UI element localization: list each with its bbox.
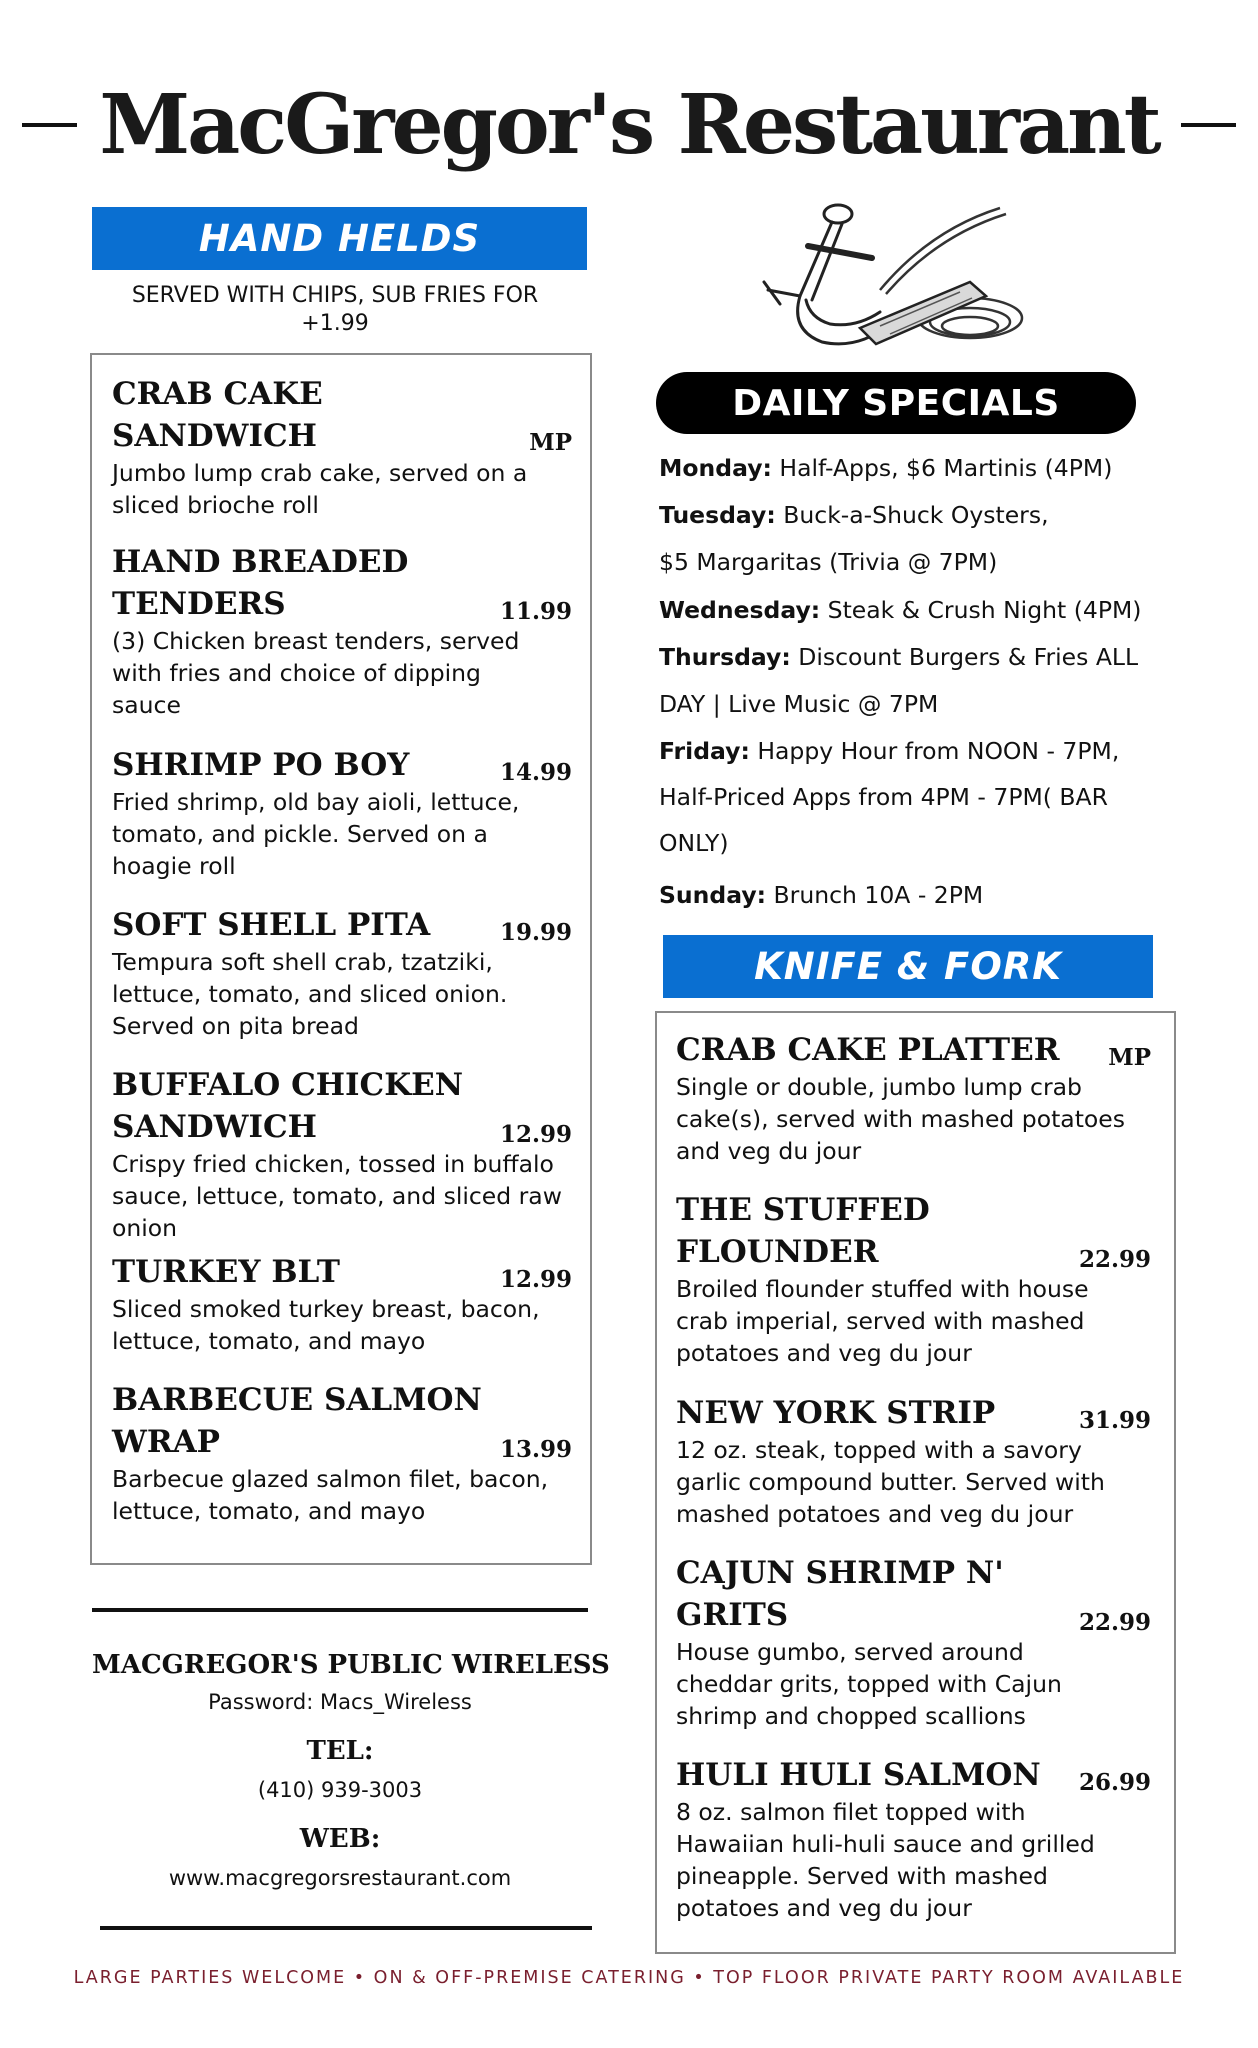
item-description: 12 oz. steak, topped with a savory garlic compound butter. Served with mashed potatoes and veg du jour xyxy=(676,1436,1105,1528)
tel-value: (410) 939-3003 xyxy=(257,1778,423,1802)
special-text: $5 Margaritas (Trivia @ 7PM) xyxy=(659,548,998,576)
special-line-friday-cont xyxy=(659,781,1108,813)
special-day: Friday: xyxy=(659,737,750,765)
item-name: THE STUFFED xyxy=(676,1192,930,1228)
divider-top xyxy=(92,1608,588,1612)
special-line-tuesday-cont xyxy=(659,546,997,578)
item-name: WRAP xyxy=(112,1424,220,1460)
item-name: NEW YORK STRIP xyxy=(676,1395,996,1431)
item-price: MP xyxy=(529,429,572,456)
special-day: Wednesday: xyxy=(659,596,821,624)
special-text: Happy Hour from NOON - 7PM, xyxy=(749,737,1120,765)
special-text: Steak & Crush Night (4PM) xyxy=(820,596,1142,624)
special-text: Buck-a-Shuck Oysters, xyxy=(775,501,1049,529)
title-dash-left xyxy=(22,123,77,127)
special-text: Half-Apps, $6 Martinis (4PM) xyxy=(771,454,1113,482)
item-name: BUFFALO CHICKEN xyxy=(112,1067,464,1103)
special-line-wednesday xyxy=(659,594,1141,626)
hand-helds-heading: HAND HELDS xyxy=(92,207,587,270)
list-item xyxy=(112,373,572,523)
item-price: 19.99 xyxy=(499,919,572,946)
item-name: HAND BREADED xyxy=(112,544,409,580)
item-description: House gumbo, served around cheddar grits, topped with Cajun shrimp and chopped scallions xyxy=(676,1638,1062,1730)
item-name: HULI HULI SALMON xyxy=(676,1757,1041,1793)
wifi-heading: MACGREGOR'S PUBLIC WIRELESS xyxy=(92,1650,610,1680)
item-name: CRAB CAKE PLATTER xyxy=(676,1032,1060,1068)
list-item xyxy=(676,1754,1151,1944)
item-price: 22.99 xyxy=(1078,1246,1151,1273)
item-price: 12.99 xyxy=(499,1266,572,1293)
item-description: (3) Chicken breast tenders, served with fries and choice of dipping sauce xyxy=(112,627,520,719)
special-line-sunday xyxy=(659,879,983,911)
special-line-friday xyxy=(659,735,1119,767)
special-text: DAY | Live Music @ 7PM xyxy=(659,690,939,718)
item-name: SANDWICH xyxy=(112,1109,317,1145)
item-name: BARBECUE SALMON xyxy=(112,1382,482,1418)
item-name: CRAB CAKE xyxy=(112,376,323,412)
special-line-friday-cont2 xyxy=(659,827,729,859)
hand-helds-note: SERVED WITH CHIPS, SUB FRIES FOR +1.99 xyxy=(131,283,539,336)
special-day: Monday: xyxy=(659,454,772,482)
list-item xyxy=(676,1189,1151,1379)
item-description: Tempura soft shell crab, tzatziki, lettuce, tomato, and sliced onion. Served on pita bread xyxy=(112,948,508,1040)
knife-fork-box xyxy=(655,1011,1176,1954)
web-value: www.macgregorsrestaurant.com xyxy=(168,1866,512,1890)
item-description: Barbecue glazed salmon filet, bacon, lettuce, tomato, and mayo xyxy=(112,1465,549,1525)
item-description: Jumbo lump crab cake, served on a sliced brioche roll xyxy=(112,459,528,519)
divider-bottom xyxy=(100,1926,592,1930)
item-price: 31.99 xyxy=(1078,1407,1151,1434)
special-day: Tuesday: xyxy=(659,501,776,529)
item-description: 8 oz. salmon filet topped with Hawaiian huli-huli sauce and grilled pineapple. Served with mashed potatoes and veg du jour xyxy=(676,1798,1095,1922)
item-price: 26.99 xyxy=(1078,1769,1151,1796)
special-line-thursday-cont xyxy=(659,688,938,720)
list-item xyxy=(112,1379,572,1539)
special-day: Sunday: xyxy=(659,881,767,909)
daily-specials-heading: DAILY SPECIALS xyxy=(656,372,1136,434)
item-name: SHRIMP PO BOY xyxy=(112,747,410,783)
item-description: Single or double, jumbo lump crab cake(s), served with mashed potatoes and veg du jour xyxy=(676,1073,1125,1165)
item-name: TENDERS xyxy=(112,586,286,622)
item-name: TURKEY BLT xyxy=(112,1254,340,1290)
item-description: Broiled flounder stuffed with house crab imperial, served with mashed potatoes and veg du jour xyxy=(676,1275,1089,1367)
item-name: GRITS xyxy=(676,1597,789,1633)
title-dash-right xyxy=(1181,123,1236,127)
item-name: SOFT SHELL PITA xyxy=(112,907,431,943)
wifi-password: Password: Macs_Wireless xyxy=(208,1690,472,1714)
item-price: MP xyxy=(1108,1044,1151,1071)
special-text: ONLY) xyxy=(659,829,729,857)
special-line-monday xyxy=(659,452,1112,484)
item-price: 22.99 xyxy=(1078,1609,1151,1636)
knife-fork-heading: KNIFE & FORK xyxy=(663,935,1153,998)
anchor-rope-icon xyxy=(760,200,1030,365)
special-text: Brunch 10A - 2PM xyxy=(766,881,984,909)
list-item xyxy=(112,1064,572,1244)
item-name: FLOUNDER xyxy=(676,1234,879,1270)
item-name: SANDWICH xyxy=(112,418,317,454)
list-item xyxy=(112,904,572,1054)
special-text: Half-Priced Apps from 4PM - 7PM( BAR xyxy=(659,783,1108,811)
item-description: Sliced smoked turkey breast, bacon, lettuce, tomato, and mayo xyxy=(112,1295,540,1355)
special-line-thursday xyxy=(659,641,1138,673)
list-item xyxy=(112,541,572,731)
item-price: 11.99 xyxy=(499,598,572,625)
item-price: 12.99 xyxy=(499,1121,572,1148)
hand-helds-box xyxy=(90,353,592,1565)
item-description: Fried shrimp, old bay aioli, lettuce, tomato, and pickle. Served on a hoagie roll xyxy=(112,788,520,880)
web-heading: WEB: xyxy=(299,1824,381,1854)
item-price: 14.99 xyxy=(499,759,572,786)
special-text: Discount Burgers & Fries ALL xyxy=(790,643,1139,671)
special-day: Thursday: xyxy=(659,643,791,671)
list-item xyxy=(676,1029,1151,1169)
title-row xyxy=(0,70,1258,180)
restaurant-title: MacGregor's Restaurant xyxy=(99,77,1159,173)
tel-heading: TEL: xyxy=(306,1736,374,1766)
item-description: Crispy fried chicken, tossed in buffalo sauce, lettuce, tomato, and sliced raw onion xyxy=(112,1150,562,1242)
list-item xyxy=(112,744,572,894)
special-line-tuesday xyxy=(659,499,1049,531)
list-item xyxy=(676,1392,1151,1542)
footer-tagline: LARGE PARTIES WELCOME • ON & OFF-PREMISE CATERING • TOP FLOOR PRIVATE PARTY ROOM AVAILABLE xyxy=(73,1968,1185,1988)
item-price: 13.99 xyxy=(499,1436,572,1463)
list-item xyxy=(676,1552,1151,1742)
item-name: CAJUN SHRIMP N' xyxy=(676,1555,1004,1591)
list-item xyxy=(112,1251,572,1361)
